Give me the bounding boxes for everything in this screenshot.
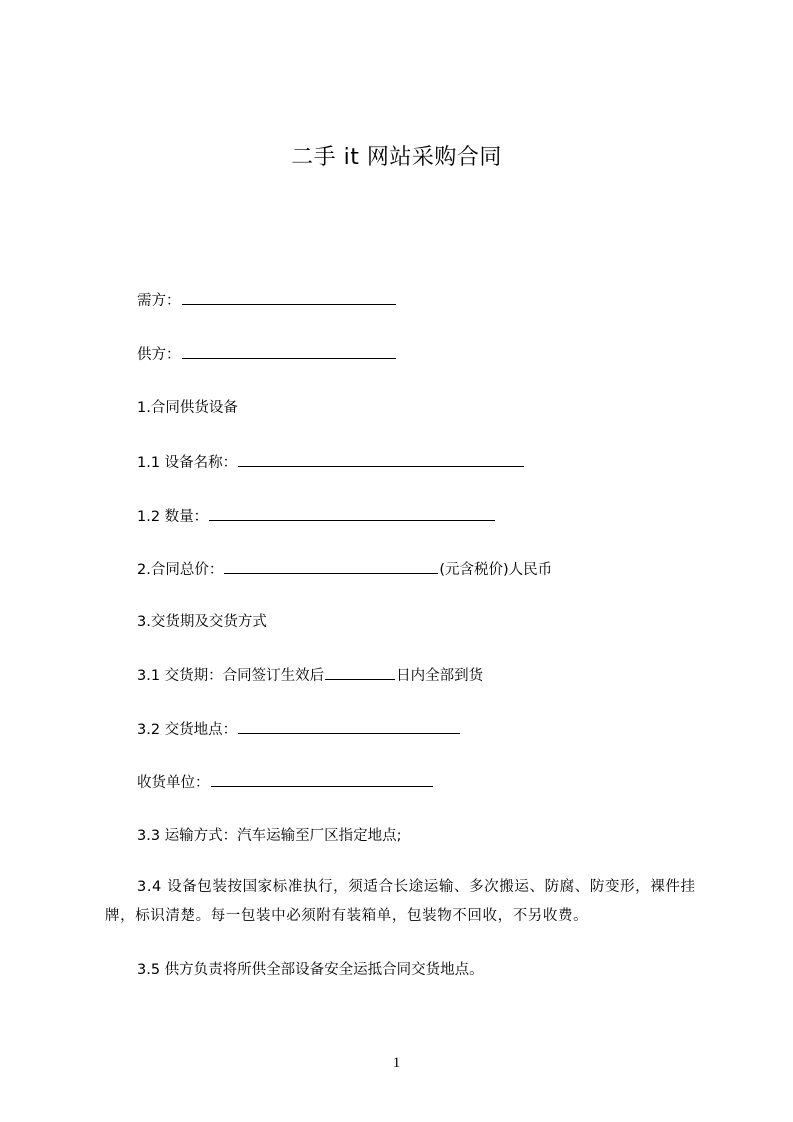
receiver-label: 收货单位： [137,775,210,791]
delivery-location-blank[interactable] [238,719,460,734]
quantity-label: 1.2 数量： [137,509,209,525]
transport-method: 3.3 运输方式：汽车运输至厂区指定地点; [137,828,402,844]
page-number: 1 [392,1055,401,1071]
receiver-line [137,772,434,793]
delivery-days-blank[interactable] [325,665,395,680]
delivery-period-line [137,665,483,686]
buyer-blank[interactable] [182,290,396,305]
section-3-heading: 3.交货期及交货方式 [137,614,267,630]
quantity-line [137,506,496,527]
delivery-period-prefix: 3.1 交货期：合同签订生效后 [137,668,325,684]
buyer-line [137,290,397,311]
delivery-location-label: 3.2 交货地点： [137,722,238,738]
document-title: 二手 it 网站采购合同 [291,145,502,170]
total-price-label: 2.合同总价： [137,562,224,578]
delivery-location-line [137,719,461,740]
delivery-period-suffix: 日内全部到货 [396,668,484,684]
delivery-responsibility: 3.5 供方负责将所供全部设备安全运抵合同交货地点。 [137,962,484,978]
supplier-blank[interactable] [182,344,396,359]
receiver-blank[interactable] [211,772,433,787]
quantity-blank[interactable] [209,506,495,521]
total-price-suffix: (元含税价)人民币 [439,562,553,578]
section-1-heading: 1.合同供货设备 [137,400,238,416]
buyer-label: 需方： [137,293,181,309]
equipment-name-line [137,452,525,473]
total-price-line [137,559,552,580]
packaging-clause: 3.4 设备包装按国家标准执行，须适合长途运输、多次搬运、防腐、防变形，裸件挂牌，标识清楚。每一包装中必须附有装箱单，包装物不回收，不另收费。 [105,879,696,924]
equipment-name-blank[interactable] [238,452,524,467]
total-price-blank[interactable] [224,559,438,574]
supplier-line [137,344,397,365]
equipment-name-label: 1.1 设备名称： [137,455,238,471]
supplier-label: 供方： [137,347,181,363]
